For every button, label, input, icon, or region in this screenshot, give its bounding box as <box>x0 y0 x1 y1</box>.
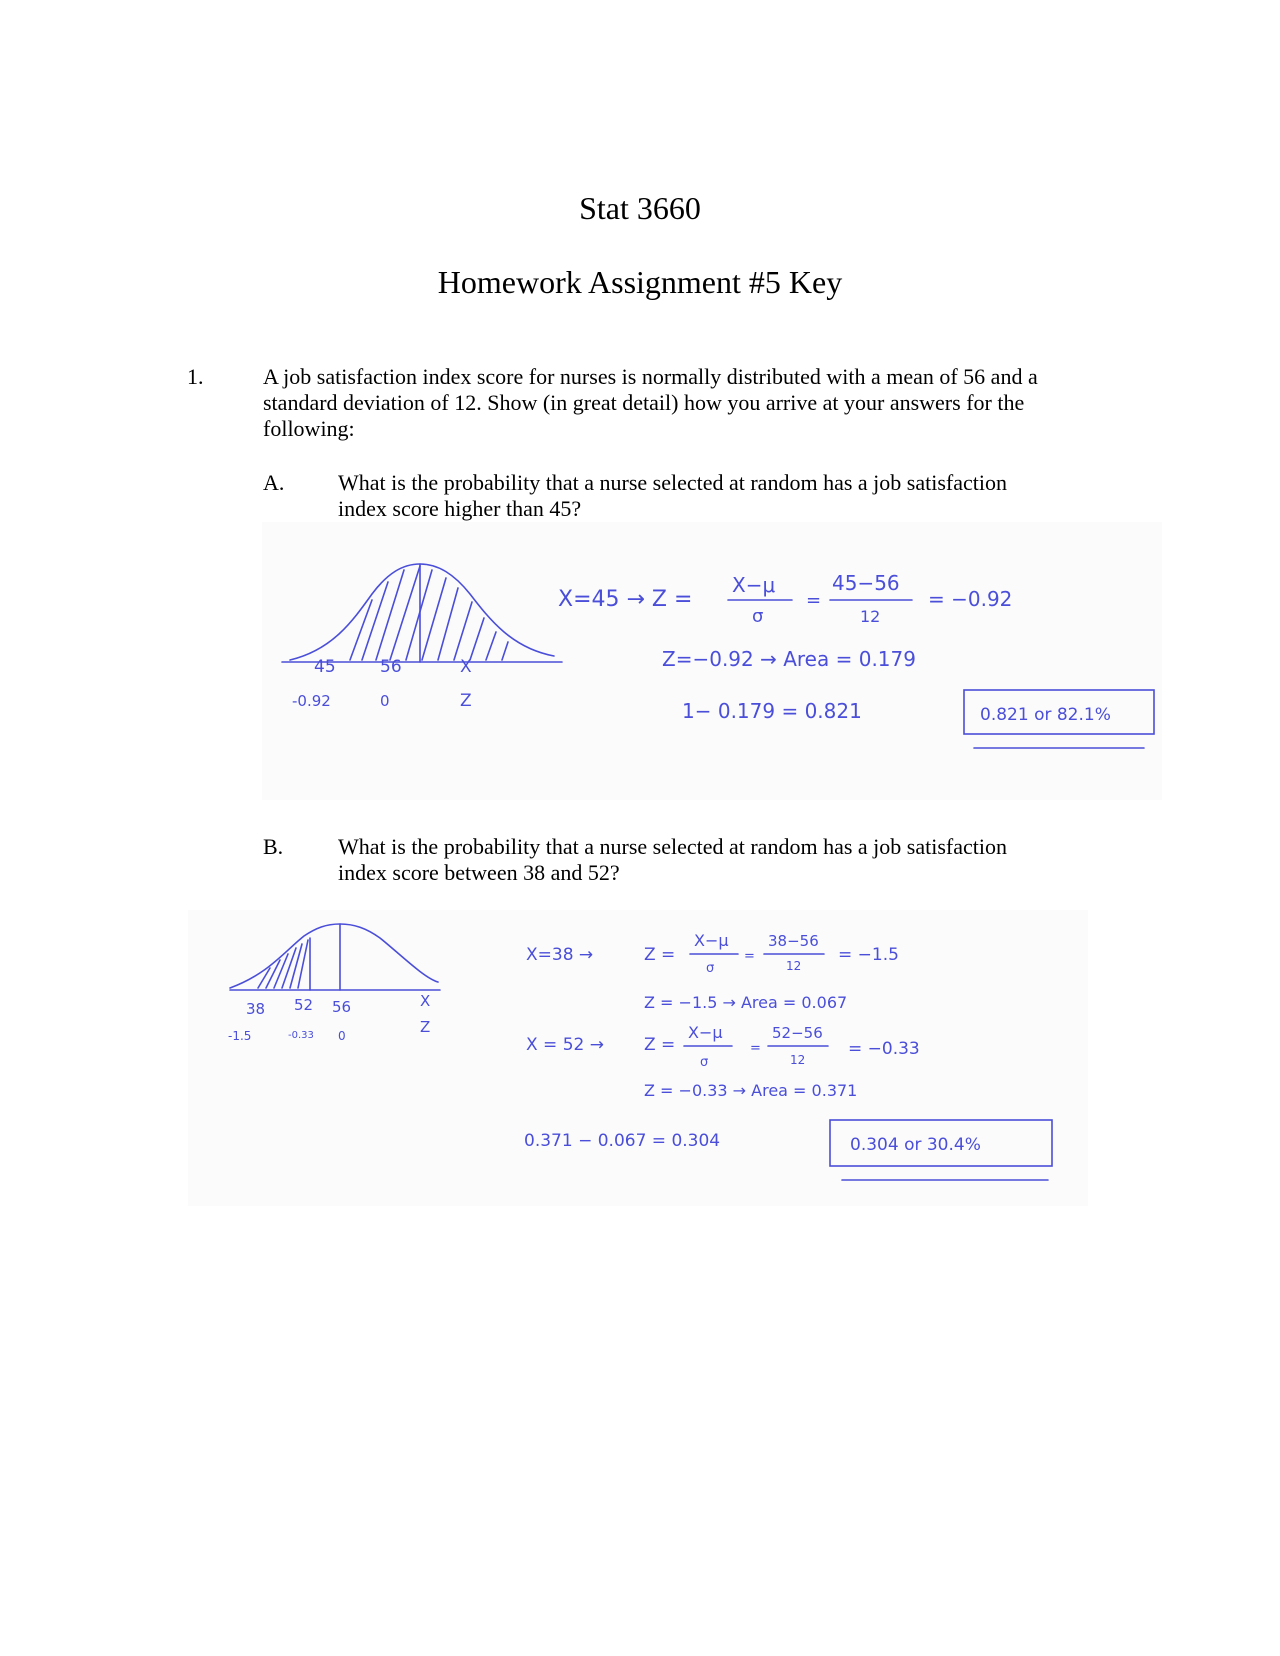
part-a-z-label-z: Z <box>460 691 472 711</box>
part-b-x-label-38: 38 <box>246 1000 266 1018</box>
part-b-normal-curve <box>230 924 438 988</box>
part-b-equals2: = <box>750 1041 761 1056</box>
part-b-work-svg <box>188 910 1088 1206</box>
part-b-x-label-x: X <box>420 992 431 1010</box>
part-a-x-label-56: 56 <box>380 657 402 677</box>
part-a-answer: 0.821 or 82.1% <box>980 705 1111 725</box>
part-a-equals: = <box>806 590 822 611</box>
page-title: Stat 3660 <box>579 190 701 226</box>
part-b-sub1-denominator: 12 <box>786 959 802 973</box>
part-b-step3: X = 52 → <box>526 1035 604 1055</box>
part-a-x-label-45: 45 <box>314 657 336 677</box>
part-b-answer: 0.304 or 30.4% <box>850 1135 981 1155</box>
part-b-z-label-neg15: -1.5 <box>228 1029 252 1043</box>
part-b-z-label-z: Z <box>420 1018 431 1036</box>
part-b-z1: Z = <box>644 945 676 965</box>
part-a-step1: X=45 → Z = <box>558 587 693 612</box>
part-b-shading <box>258 940 308 988</box>
part-b-step2: Z = −1.5 → Area = 0.067 <box>644 993 848 1012</box>
part-b-formula1-denominator: σ <box>706 961 715 976</box>
part-a-formula-numerator: X−μ <box>732 573 776 597</box>
part-b-z-label-neg033: -0.33 <box>288 1030 314 1041</box>
part-b-z2-result: = −0.33 <box>848 1039 920 1059</box>
part-b-sub2-numerator: 52−56 <box>772 1024 823 1042</box>
part-a-substitute-numerator: 45−56 <box>832 571 900 595</box>
part-a-x-label-x: X <box>460 657 472 677</box>
part-b-handwritten-work <box>188 910 1088 1206</box>
part-b-x-label-56: 56 <box>332 998 352 1016</box>
part-a-z-label-0: 0 <box>380 692 390 710</box>
part-b-step1: X=38 → <box>526 945 594 965</box>
part-b-z2: Z = <box>644 1035 676 1055</box>
part-b-sub2-denominator: 12 <box>790 1053 806 1067</box>
part-a-z-label-neg092: -0.92 <box>292 692 331 710</box>
part-a-z-result: = −0.92 <box>928 587 1013 611</box>
part-a-formula-denominator: σ <box>752 606 764 627</box>
part-a-step3: 1− 0.179 = 0.821 <box>682 699 862 723</box>
part-b-equals1: = <box>744 949 755 964</box>
part-a-substitute-denominator: 12 <box>860 607 881 626</box>
part-a-text: What is the probability that a nurse selected at random has a job satisfaction index score higher than 45? <box>338 470 1007 521</box>
part-b-text: What is the probability that a nurse selected at random has a job satisfaction index score between 38 and 52? <box>338 834 1007 885</box>
part-b-x-label-52: 52 <box>294 996 314 1014</box>
question-number: 1. <box>187 364 204 389</box>
part-b-z1-result: = −1.5 <box>838 945 899 965</box>
part-b-letter: B. <box>263 834 284 859</box>
part-a-handwritten-work <box>262 522 1162 800</box>
part-b-formula2-numerator: X−μ <box>688 1023 723 1042</box>
part-b-sub1-numerator: 38−56 <box>768 932 819 950</box>
part-a-work-svg <box>262 522 1162 800</box>
part-a-step2: Z=−0.92 → Area = 0.179 <box>662 647 916 671</box>
part-b-formula1-numerator: X−μ <box>694 931 729 950</box>
part-b-step4: Z = −0.33 → Area = 0.371 <box>644 1081 858 1100</box>
part-b-z-label-0: 0 <box>338 1029 346 1043</box>
part-a-normal-curve <box>290 564 554 660</box>
part-b-step5: 0.371 − 0.067 = 0.304 <box>524 1131 721 1151</box>
page-subtitle: Homework Assignment #5 Key <box>437 264 843 300</box>
question-text: A job satisfaction index score for nurses is normally distributed with a mean of 56 and a standard deviation of 12. Show (in great detail) how you arrive at your answers for the following: <box>263 364 1038 441</box>
part-a-letter: A. <box>263 470 285 495</box>
part-b-formula2-denominator: σ <box>700 1055 709 1070</box>
part-a-shading <box>350 566 508 660</box>
